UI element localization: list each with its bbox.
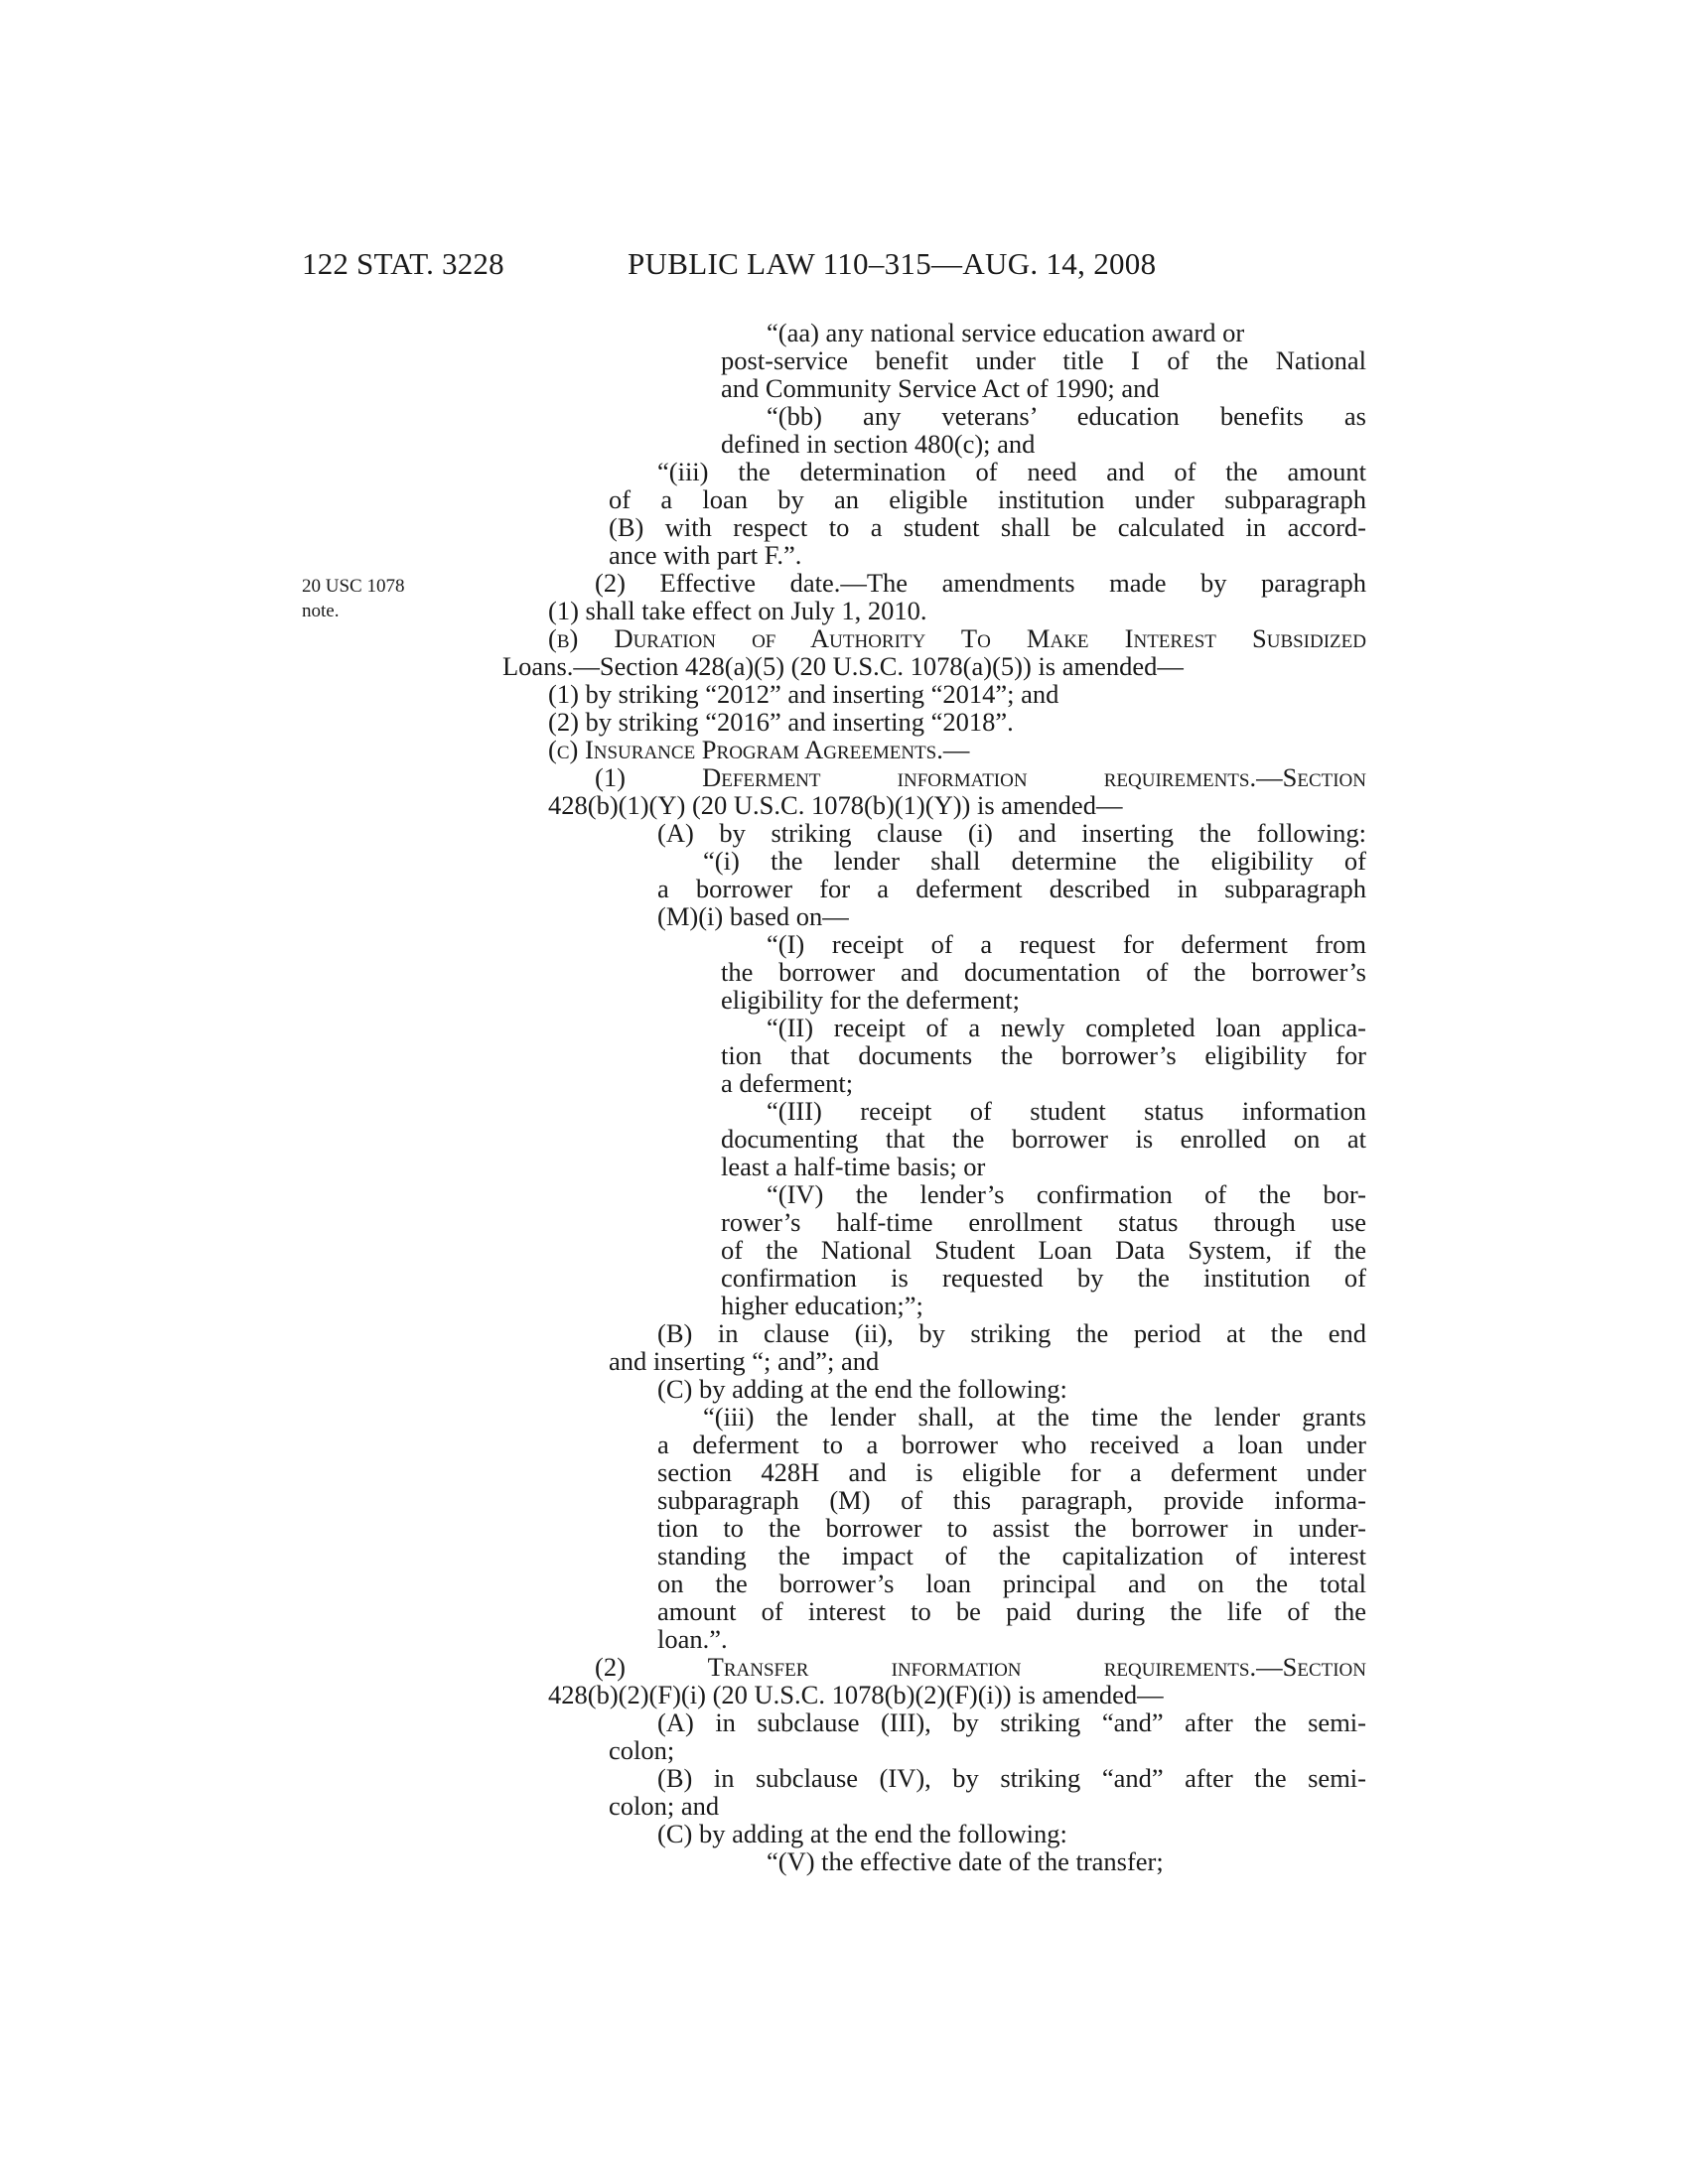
text-line: and Community Service Act of 1990; and xyxy=(721,373,1160,403)
text-line: (C) by adding at the end the following: xyxy=(657,1819,1067,1848)
text-line: loan.”. xyxy=(657,1624,728,1654)
text-line: “(III) receipt of student status information xyxy=(767,1096,1366,1126)
margin-note-label: note. xyxy=(302,601,340,621)
text-line: on the borrower’s loan principal and on the total xyxy=(657,1569,1366,1598)
statute-page-number: 122 STAT. 3228 xyxy=(302,246,504,281)
text-line: standing the impact of the capitalization of interest xyxy=(657,1541,1366,1570)
section-heading: (b) Duration of Authority To Make Interest Subsidized xyxy=(548,623,1366,653)
section-heading: (c) Insurance Program Agreements.— xyxy=(548,735,970,764)
text-line: 428(b)(2)(F)(i) (20 U.S.C. 1078(b)(2)(F)(i)) is amended— xyxy=(548,1680,1164,1709)
text-line: “(iii) the determination of need and of the amount xyxy=(657,457,1366,486)
text-line: rower’s half-time enrollment status through use xyxy=(721,1207,1366,1237)
text-line: (2) Effective date.—The amendments made by paragraph xyxy=(595,568,1366,598)
text-line: amount of interest to be paid during the life of the xyxy=(657,1596,1366,1626)
text-line: Loans.—Section 428(a)(5) (20 U.S.C. 1078(a)(5)) is amended— xyxy=(502,651,1184,681)
text-line: a deferment; xyxy=(721,1068,854,1098)
text-line: post-service benefit under title I of the National xyxy=(721,345,1366,375)
text-line: (1) shall take effect on July 1, 2010. xyxy=(548,596,927,625)
text-line: least a half-time basis; or xyxy=(721,1152,986,1181)
text-line: (B) in subclause (IV), by striking “and” after the semi- xyxy=(657,1763,1366,1793)
text-line: “(bb) any veterans’ education benefits as xyxy=(767,401,1366,431)
text-line: (B) with respect to a student shall be calculated in accord- xyxy=(609,512,1366,542)
text-line: (A) in subclause (III), by striking “and” after the semi- xyxy=(657,1707,1366,1737)
text-line: “(V) the effective date of the transfer; xyxy=(767,1846,1164,1876)
text-line: confirmation is requested by the institution of xyxy=(721,1263,1366,1293)
text-line: the borrower and documentation of the borrower’s xyxy=(721,957,1366,987)
text-line: (2) by striking “2016” and inserting “2018”. xyxy=(548,707,1014,737)
text-line: “(aa) any national service education award or xyxy=(767,318,1245,347)
text-line: (M)(i) based on— xyxy=(657,901,849,931)
margin-note-citation: 20 USC 1078 xyxy=(302,576,405,597)
text-line: a deferment to a borrower who received a loan under xyxy=(657,1430,1366,1459)
text-line: tion that documents the borrower’s eligibility for xyxy=(721,1040,1366,1070)
text-line: (C) by adding at the end the following: xyxy=(657,1374,1067,1404)
text-line: higher education;”; xyxy=(721,1291,923,1320)
text-line: “(i) the lender shall determine the eligibility of xyxy=(703,846,1366,876)
text-line: “(iii) the lender shall, at the time the lender grants xyxy=(703,1402,1366,1432)
text-line: “(II) receipt of a newly completed loan applica- xyxy=(767,1013,1366,1042)
text-line: section 428H and is eligible for a deferment under xyxy=(657,1457,1366,1487)
text-line: subparagraph (M) of this paragraph, provide informa- xyxy=(657,1485,1366,1515)
page-title: PUBLIC LAW 110–315—AUG. 14, 2008 xyxy=(628,246,1157,281)
text-line: of the National Student Loan Data System, if the xyxy=(721,1235,1366,1265)
text-line: “(IV) the lender’s confirmation of the bor- xyxy=(767,1179,1366,1209)
paragraph-heading: (1) Deferment information requirements.—Section xyxy=(595,762,1366,792)
text-line: (B) in clause (ii), by striking the period at the end xyxy=(657,1318,1366,1348)
text-line: (1) by striking “2012” and inserting “2014”; and xyxy=(548,679,1059,709)
text-line: tion to the borrower to assist the borrower in under- xyxy=(657,1513,1366,1543)
text-line: eligibility for the deferment; xyxy=(721,985,1020,1015)
paragraph-heading: (2) Transfer information requirements.—Section xyxy=(595,1652,1366,1682)
text-line: colon; xyxy=(609,1735,675,1765)
text-line: ance with part F.”. xyxy=(609,540,802,570)
text-line: and inserting “; and”; and xyxy=(609,1346,880,1376)
text-line: 428(b)(1)(Y) (20 U.S.C. 1078(b)(1)(Y)) is amended— xyxy=(548,790,1123,820)
text-line: (A) by striking clause (i) and inserting the following: xyxy=(657,818,1366,848)
text-line: colon; and xyxy=(609,1791,720,1821)
text-line: documenting that the borrower is enrolled on at xyxy=(721,1124,1366,1154)
text-line: “(I) receipt of a request for deferment from xyxy=(767,929,1366,959)
text-line: of a loan by an eligible institution under subparagraph xyxy=(609,484,1366,514)
text-line: a borrower for a deferment described in subparagraph xyxy=(657,874,1366,903)
text-line: defined in section 480(c); and xyxy=(721,429,1036,459)
